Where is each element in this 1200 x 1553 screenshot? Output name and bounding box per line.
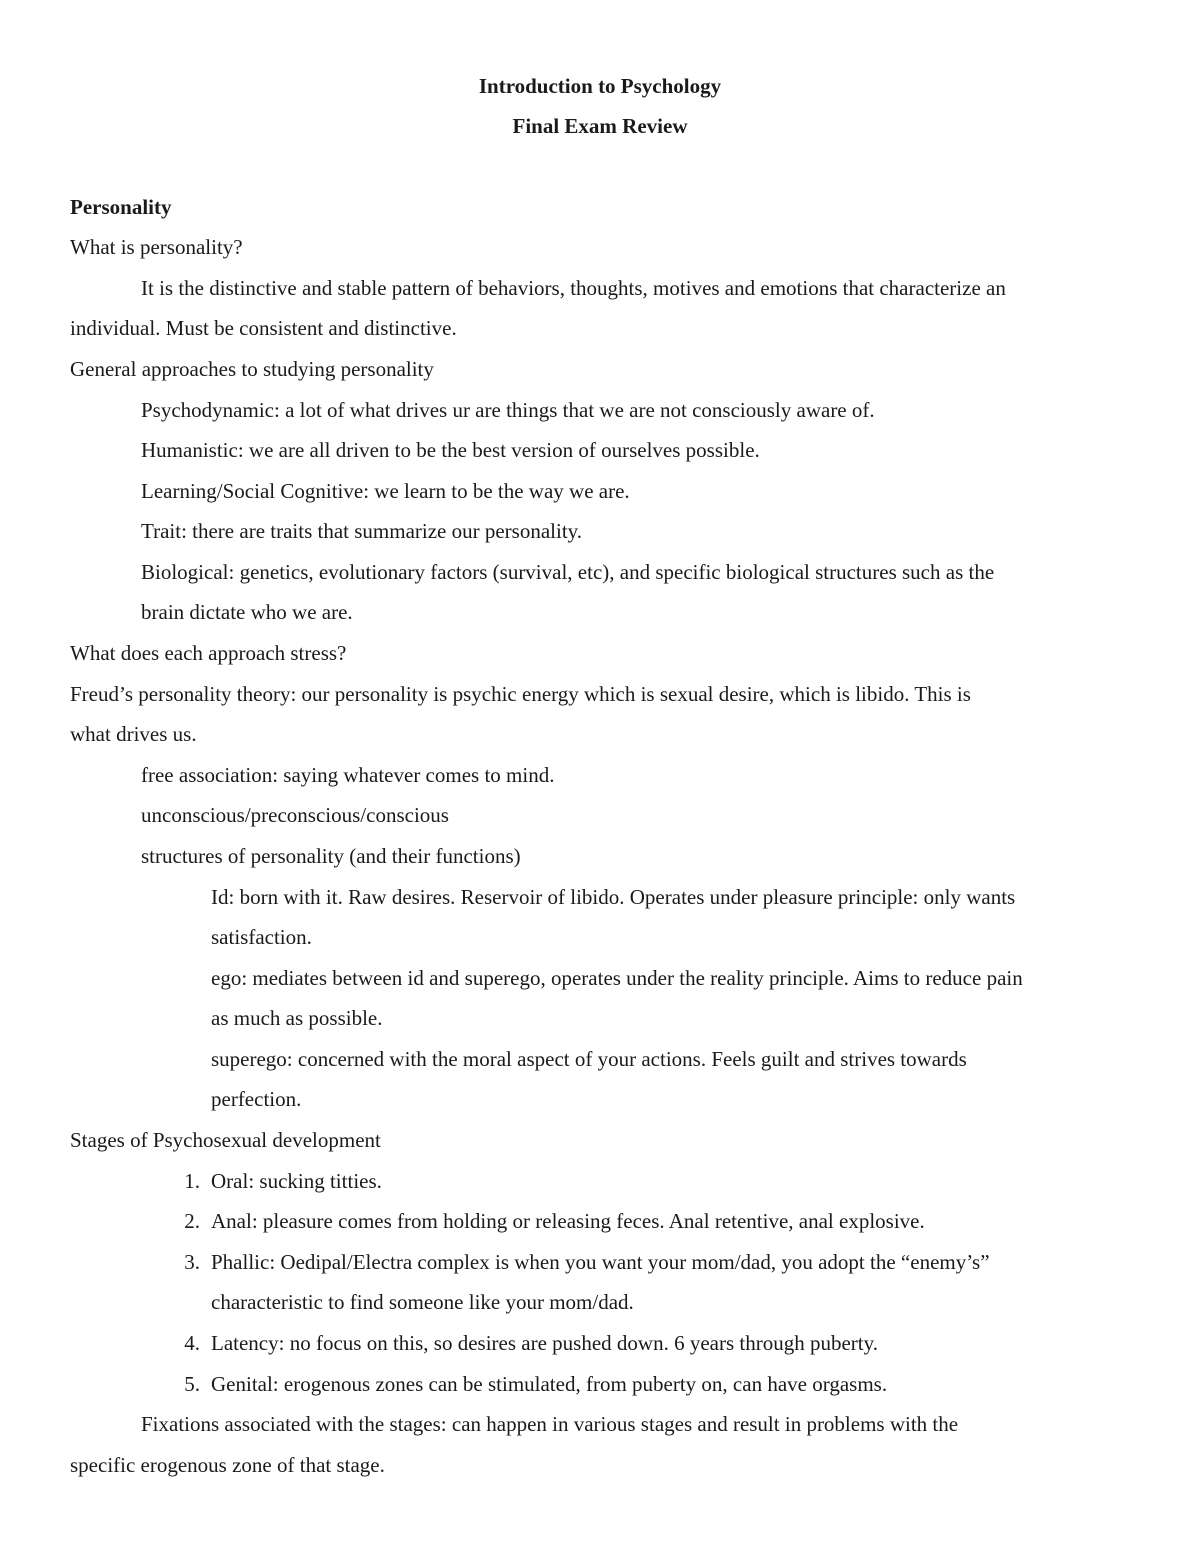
fixations-line-1: Fixations associated with the stages: can happen in various stages and result in problems with the [141,1412,959,1436]
stage-1-number: 1. [184,1169,200,1193]
approach-humanistic: Humanistic: we are all driven to be the best version of ourselves possible. [141,438,760,462]
approach-psychodynamic: Psychodynamic: a lot of what drives ur are things that we are not consciously aware of. [141,398,875,422]
document-subtitle: Final Exam Review [512,114,688,138]
stages-heading: Stages of Psychosexual development [70,1128,381,1152]
stage-2-number: 2. [184,1209,200,1233]
document-title: Introduction to Psychology [478,74,722,98]
approaches-heading: General approaches to studying personality [70,357,434,381]
structures-heading: structures of personality (and their functions) [141,844,521,868]
approach-biological-line-1: Biological: genetics, evolutionary factors (survival, etc), and specific biological structures such as the [141,560,995,584]
ego-line-1: ego: mediates between id and superego, operates under the reality principle. Aims to reduce pain [211,966,1023,990]
stage-3-phallic-line-2: characteristic to find someone like your mom/dad. [211,1290,634,1314]
question-approach-stress: What does each approach stress? [70,641,347,665]
definition-line-2: individual. Must be consistent and distinctive. [70,316,457,340]
question-what-is-personality: What is personality? [70,235,243,259]
superego-line-1: superego: concerned with the moral aspect of your actions. Feels guilt and strives towards [211,1047,967,1071]
consciousness-levels: unconscious/preconscious/conscious [141,803,449,827]
stage-5-genital: Genital: erogenous zones can be stimulated, from puberty on, can have orgasms. [211,1372,888,1396]
fixations-line-2: specific erogenous zone of that stage. [70,1453,385,1477]
approach-biological-line-2: brain dictate who we are. [141,600,353,624]
freud-theory-line-1: Freud’s personality theory: our personality is psychic energy which is sexual desire, which is libido. This is [70,682,971,706]
id-line-1: Id: born with it. Raw desires. Reservoir of libido. Operates under pleasure principle: only wants [211,885,1016,909]
stage-1-oral: Oral: sucking titties. [211,1169,382,1193]
approach-trait: Trait: there are traits that summarize our personality. [141,519,583,543]
stage-3-phallic-line-1: Phallic: Oedipal/Electra complex is when you want your mom/dad, you adopt the “enemy’s” [211,1250,990,1274]
ego-line-2: as much as possible. [211,1006,383,1030]
stage-5-number: 5. [184,1372,200,1396]
id-line-2: satisfaction. [211,925,312,949]
definition-line-1: It is the distinctive and stable pattern of behaviors, thoughts, motives and emotions that characterize an [141,276,1006,300]
approach-learning: Learning/Social Cognitive: we learn to be the way we are. [141,479,630,503]
stage-4-number: 4. [184,1331,200,1355]
stage-4-latency: Latency: no focus on this, so desires are pushed down. 6 years through puberty. [211,1331,878,1355]
free-association: free association: saying whatever comes to mind. [141,763,555,787]
section-heading-personality: Personality [70,195,172,219]
stage-3-number: 3. [184,1250,200,1274]
stage-2-anal: Anal: pleasure comes from holding or releasing feces. Anal retentive, anal explosive. [211,1209,925,1233]
freud-theory-line-2: what drives us. [70,722,197,746]
superego-line-2: perfection. [211,1087,302,1111]
